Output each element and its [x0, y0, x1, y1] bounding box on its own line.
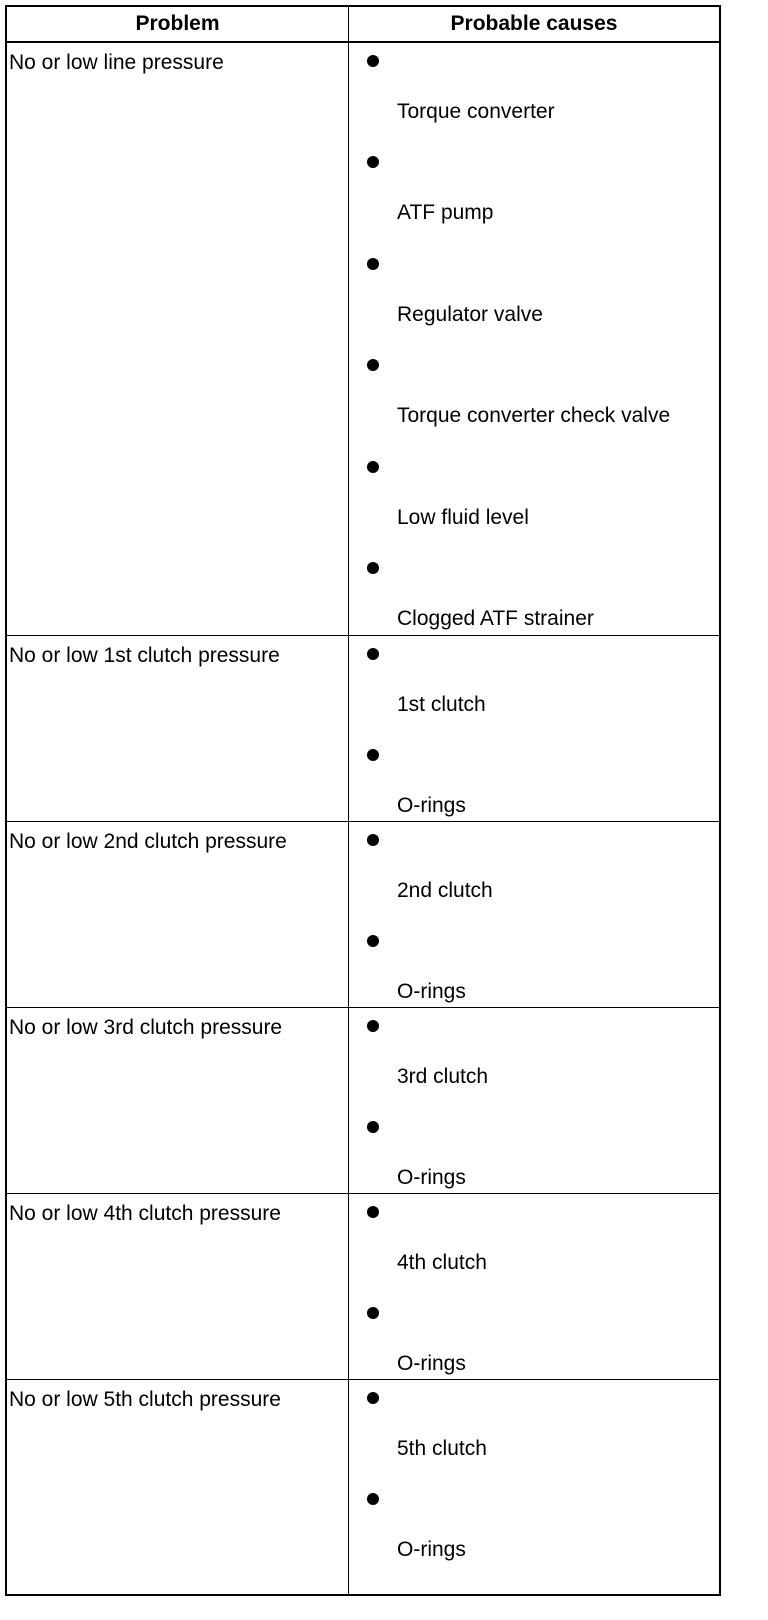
cause-item: [349, 1008, 719, 1110]
table-row: [7, 1193, 719, 1379]
cause-item: [349, 43, 719, 145]
cause-label: Clogged ATF strainer: [397, 607, 594, 630]
troubleshooting-table: [5, 5, 721, 1596]
cause-item: [349, 144, 719, 246]
cause-item: [349, 246, 719, 348]
table-row: [7, 635, 719, 821]
cause-label: O-rings: [397, 1538, 466, 1561]
bullet-icon: [367, 55, 379, 67]
table-row: [7, 1007, 719, 1193]
bullet-icon: [367, 1307, 379, 1319]
cause-label: ATF pump: [397, 201, 494, 224]
cause-item: [349, 1481, 719, 1583]
cause-label: O-rings: [397, 794, 466, 817]
problem-cell: No or low 3rd clutch pressure: [9, 1016, 283, 1039]
bullet-icon: [367, 562, 379, 574]
cause-label: 2nd clutch: [397, 879, 493, 902]
cause-item: [349, 636, 719, 738]
cause-label: Torque converter: [397, 100, 555, 123]
header-probable-causes: Probable causes: [450, 12, 618, 35]
bullet-icon: [367, 359, 379, 371]
problem-cell: No or low 2nd clutch pressure: [9, 830, 287, 853]
cause-label: O-rings: [397, 1352, 466, 1375]
cause-item: [349, 1380, 719, 1482]
problem-cell: No or low 4th clutch pressure: [9, 1202, 281, 1225]
cause-label: Regulator valve: [397, 303, 543, 326]
problem-cell: No or low 5th clutch pressure: [9, 1388, 281, 1411]
cause-label: 4th clutch: [397, 1251, 487, 1274]
table-row: [7, 1379, 719, 1594]
cause-item: [349, 1194, 719, 1296]
bullet-icon: [367, 461, 379, 473]
bullet-icon: [367, 156, 379, 168]
cause-item: [349, 347, 719, 449]
bullet-icon: [367, 1020, 379, 1032]
problem-cell: No or low line pressure: [9, 51, 224, 74]
table-row: [7, 821, 719, 1007]
table-row: [7, 43, 719, 636]
cause-label: 5th clutch: [397, 1437, 487, 1460]
cause-item: [349, 449, 719, 551]
bullet-icon: [367, 258, 379, 270]
cause-label: O-rings: [397, 1166, 466, 1189]
header-problem: Problem: [135, 12, 220, 35]
cause-label: O-rings: [397, 980, 466, 1003]
cause-label: 3rd clutch: [397, 1065, 489, 1088]
problem-cell: No or low 1st clutch pressure: [9, 644, 280, 667]
cause-item: [349, 822, 719, 924]
bullet-icon: [367, 1206, 379, 1218]
bullet-icon: [367, 1392, 379, 1404]
bullet-icon: [367, 749, 379, 761]
bullet-icon: [367, 1121, 379, 1133]
cause-label: Torque converter check valve: [397, 404, 671, 427]
cause-label: 1st clutch: [397, 693, 486, 716]
table-header: [7, 7, 719, 43]
bullet-icon: [367, 648, 379, 660]
bullet-icon: [367, 1493, 379, 1505]
bullet-icon: [367, 935, 379, 947]
bullet-icon: [367, 834, 379, 846]
cause-label: Low fluid level: [397, 506, 529, 529]
